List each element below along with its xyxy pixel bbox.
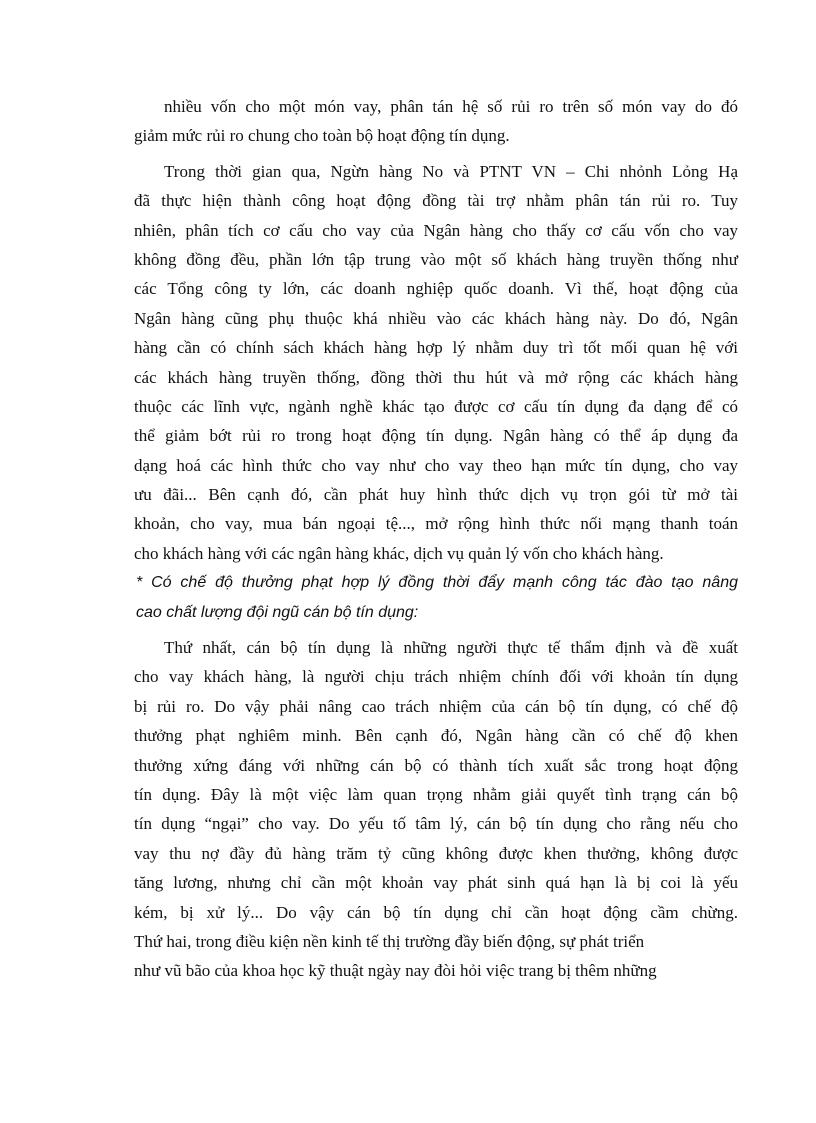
text-line: giảm mức rủi ro chung cho toàn bộ hoạt động tín dụng. bbox=[134, 126, 510, 146]
text-line: như vũ bão của khoa học kỹ thuật ngày nay đòi hỏi việc trang bị thêm những bbox=[134, 961, 657, 981]
text-line: cho vay khách hàng, là người chịu trách nhiệm chính đối với khoản tín dụng bbox=[134, 667, 738, 687]
text-line: * Có chế độ thưởng phạt hợp lý đồng thời đẩy mạnh công tác đào tạo nâng bbox=[136, 574, 738, 592]
text-line: thưởng phạt nghiêm minh. Bên cạnh đó, Ngân hàng cần có chế độ khen bbox=[134, 726, 738, 746]
text-line: kém, bị xử lý... Do vậy cán bộ tín dụng chỉ cần hoạt động cầm chừng. bbox=[134, 902, 738, 922]
text-line: dạng hoá các hình thức cho vay như cho vay theo hạn mức tín dụng, cho vay bbox=[134, 455, 738, 475]
text-line: tín dụng “ngại” cho vay. Do yếu tố tâm lý, cán bộ tín dụng cho rằng nếu cho bbox=[134, 814, 738, 834]
paragraph-1 bbox=[134, 92, 738, 151]
text-line: bị rủi ro. Do vậy phải nâng cao trách nhiệm của cán bộ tín dụng, có chế độ bbox=[134, 696, 738, 716]
text-line: ưu đãi... Bên cạnh đó, cần phát huy hình thức dịch vụ trọn gói từ mở tài bbox=[134, 485, 738, 505]
text-line: vay thu nợ đầy đủ hàng trăm tỷ cũng không được khen thưởng, không được bbox=[134, 843, 738, 863]
text-line: không đồng đều, phần lớn tập trung vào một số khách hàng truyền thống như bbox=[134, 249, 738, 269]
text-line: các Tổng công ty lớn, các doanh nghiệp quốc doanh. Vì thế, hoạt động của bbox=[134, 279, 738, 299]
text-line: thuộc các lĩnh vực, ngành nghề khác tạo được cơ cấu tín dụng đa dạng để có bbox=[134, 396, 738, 416]
text-line: tăng lương, nhưng chỉ cần một khoản vay phát sinh quá hạn là bị coi là yếu bbox=[134, 873, 738, 893]
text-line: cho khách hàng với các ngân hàng khác, dịch vụ quản lý vốn cho khách hàng. bbox=[134, 543, 664, 563]
text-line: Ngân hàng cũng phụ thuộc khá nhiều vào các khách hàng này. Do đó, Ngân bbox=[134, 308, 738, 328]
text-line: hàng cần có chính sách khách hàng hợp lý nhằm duy trì tốt mối quan hệ với bbox=[134, 338, 738, 358]
paragraph-2 bbox=[134, 157, 738, 568]
text-line: khoản, cho vay, mua bán ngoại tệ..., mở rộng hình thức nối mạng thanh toán bbox=[134, 514, 738, 534]
text-line: các khách hàng truyền thống, đồng thời thu hút và mở rộng các khách hàng bbox=[134, 367, 738, 387]
text-line: Trong thời gian qua, Ngừn hàng No và PTNT VN – Chi nhỏnh Lỏng Hạ bbox=[164, 161, 738, 181]
text-line: tín dụng. Đây là một việc làm quan trọng nhằm giải quyết tình trạng cán bộ bbox=[134, 784, 738, 804]
text-line: Thứ nhất, cán bộ tín dụng là những người thực tế thẩm định và đề xuất bbox=[164, 638, 738, 658]
text-line: thưởng xứng đáng với những cán bộ có thành tích xuất sắc trong hoạt động bbox=[134, 755, 738, 775]
text-line: Thứ hai, trong điều kiện nền kinh tế thị trường đầy biến động, sự phát triển bbox=[134, 931, 645, 951]
text-line: cao chất lượng đội ngũ cán bộ tín dụng: bbox=[136, 603, 419, 621]
italic-heading bbox=[134, 568, 738, 627]
document-page bbox=[134, 92, 738, 986]
paragraph-3 bbox=[134, 633, 738, 986]
text-line: đã thực hiện thành công hoạt động đồng tài trợ nhằm phân tán rủi ro. Tuy bbox=[134, 191, 738, 211]
text-line: nhiên, phân tích cơ cấu cho vay của Ngân hàng cho thấy cơ cấu vốn cho vay bbox=[134, 220, 738, 240]
text-line: nhiều vốn cho một món vay, phân tán hệ số rủi ro trên số món vay do đó bbox=[164, 97, 738, 116]
text-line: thể giảm bớt rủi ro trong hoạt động tín dụng. Ngân hàng có thể áp dụng đa bbox=[134, 426, 738, 446]
